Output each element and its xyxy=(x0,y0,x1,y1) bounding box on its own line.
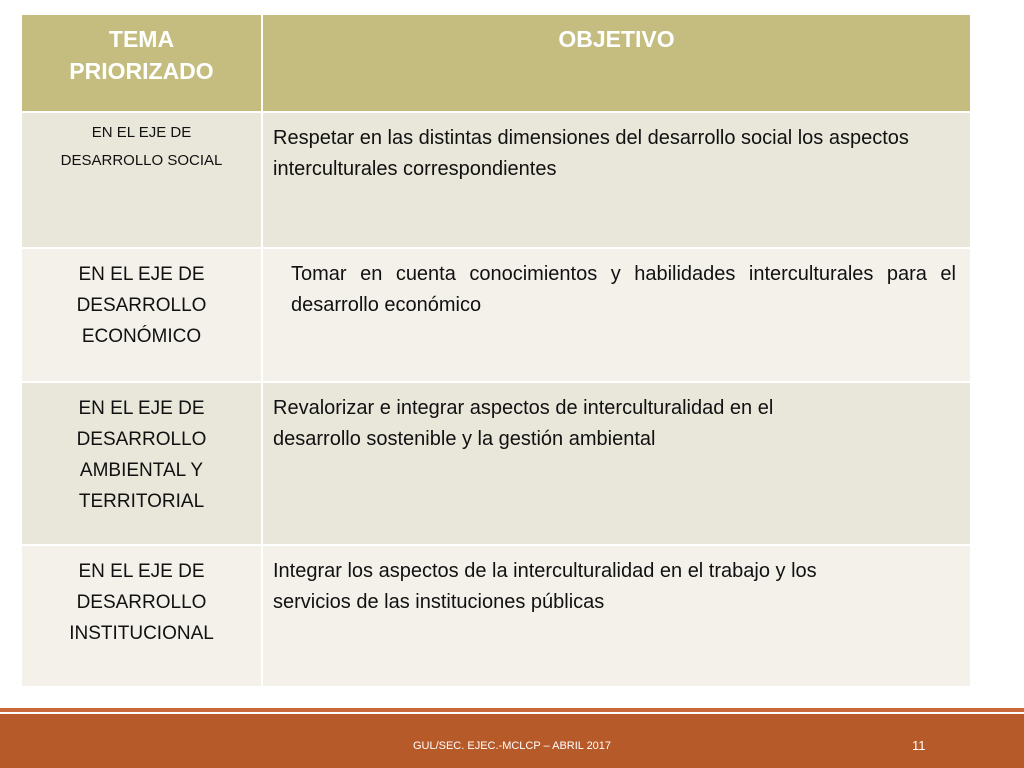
objetivo-cell-social xyxy=(262,112,971,248)
priority-table xyxy=(20,13,972,688)
footer-text: GUL/SEC. EJEC.-MCLCP – ABRIL 2017 xyxy=(412,740,612,752)
table-row xyxy=(21,382,971,545)
table-header-row xyxy=(21,14,971,112)
tema-cell-ambiental: EN EL EJE DE DESARROLLO AMBIENTAL Y TERRITORIAL xyxy=(21,382,262,545)
table-row xyxy=(21,545,971,687)
objetivo-social-text: Respetar en las distintas dimensiones del desarrollo social los aspectos interculturales correspondientes xyxy=(273,127,909,180)
header-objetivo: OBJETIVO xyxy=(262,14,971,112)
tema-social-l1: EN EL EJE DE xyxy=(91,124,192,141)
header-tema-line2: PRIORIZADO xyxy=(69,58,214,84)
tema-social-l2: DESARROLLO SOCIAL xyxy=(60,152,223,169)
objetivo-cell-institucional: Integrar los aspectos de la interculturalidad en el trabajo y los servicios de las instituciones públicas xyxy=(262,545,971,687)
header-tema xyxy=(21,14,262,112)
header-tema-line1: TEMA xyxy=(108,26,175,52)
table-row xyxy=(21,248,971,382)
tema-cell-social xyxy=(21,112,262,248)
footer-accent-line xyxy=(0,708,1024,712)
page-number: 11 xyxy=(912,738,926,753)
tema-cell-economico: EN EL EJE DE DESARROLLO ECONÓMICO xyxy=(21,248,262,382)
objetivo-cell-economico: Tomar en cuenta conocimientos y habilidades interculturales para el desarrollo económico xyxy=(262,248,971,382)
tema-cell-institucional: EN EL EJE DE DESARROLLO INSTITUCIONAL xyxy=(21,545,262,687)
objetivo-cell-ambiental: Revalorizar e integrar aspectos de interculturalidad en el desarrollo sostenible y la gestión ambiental xyxy=(262,382,971,545)
table-row xyxy=(21,112,971,248)
